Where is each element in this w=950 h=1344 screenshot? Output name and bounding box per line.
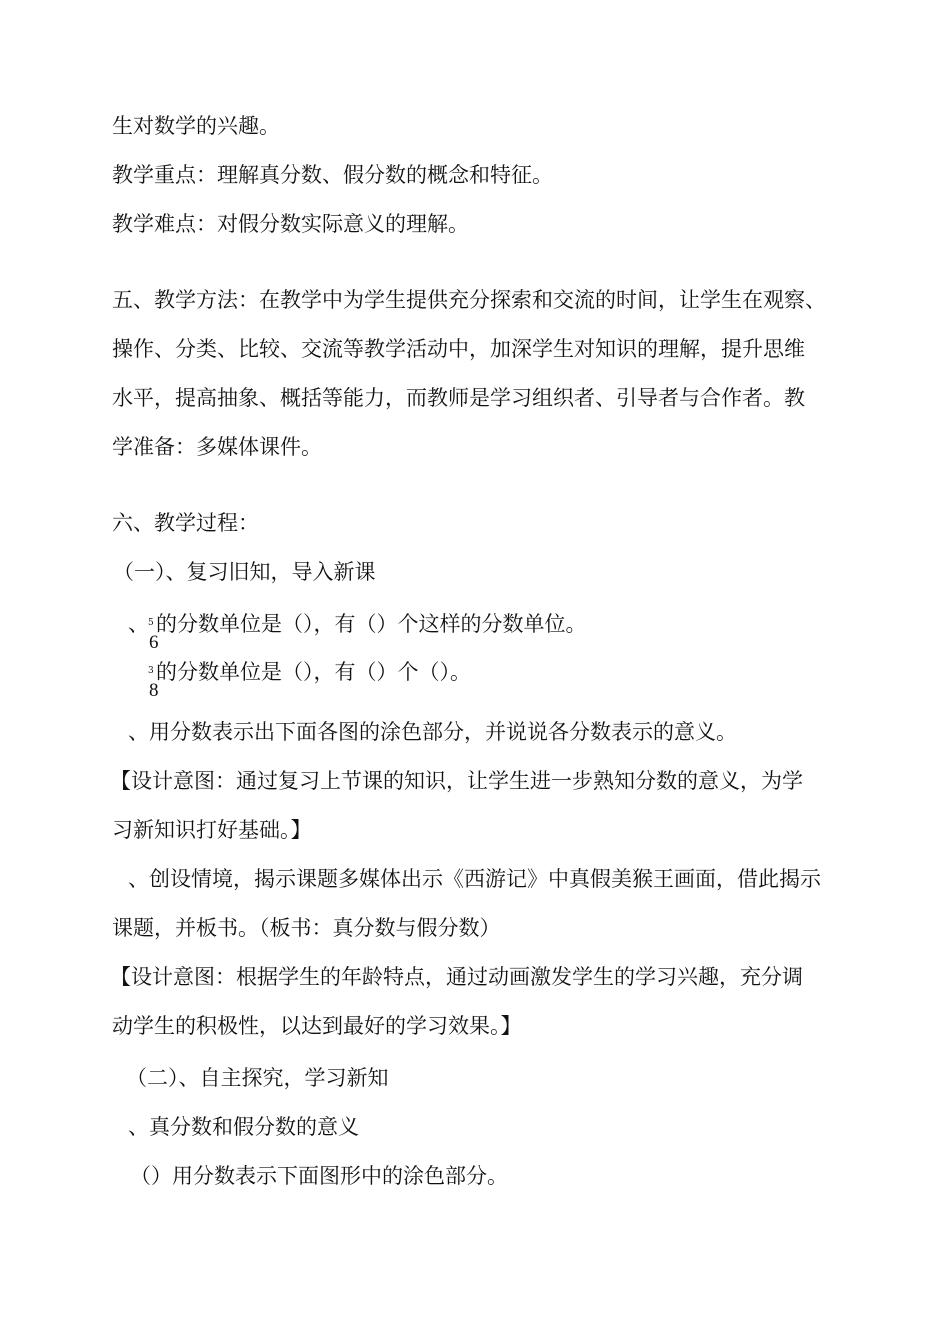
paragraph-difficulty: 教学难点：对假分数实际意义的理解。 — [112, 212, 469, 236]
paragraph-method-line-1: 五、教学方法：在教学中为学生提供充分探索和交流的时间，让学生在观察、 — [112, 288, 826, 312]
section-heading-process: 六、教学过程： — [112, 511, 259, 535]
question-shaded-figure: （）用分数表示下面图形中的涂色部分。 — [130, 1164, 508, 1188]
design-intent-2-line-2: 动学生的积极性，以达到最好的学习效果。】 — [112, 1014, 522, 1038]
fraction-numerator: 5 — [148, 618, 154, 628]
paragraph-method-line-4: 学准备：多媒体课件。 — [112, 435, 322, 459]
item-heading-meaning: 、真分数和假分数的意义 — [128, 1115, 359, 1139]
fraction-denominator: 6 — [149, 632, 159, 653]
paragraph-method-line-2: 操作、分类、比较、交流等教学活动中，加深学生对知识的理解，提升思维 — [112, 337, 805, 361]
paragraph-method-line-3: 水平，提高抽象、概括等能力，而教师是学习组织者、引导者与合作者。教 — [112, 386, 805, 410]
paragraph-key-point: 教学重点：理解真分数、假分数的概念和特征。 — [112, 163, 553, 187]
subsection-heading-explore: （二）、自主探究，学习新知 — [126, 1066, 389, 1090]
question-fraction-unit-2: 的分数单位是（），有（）个（）。 — [156, 660, 471, 684]
design-intent-2-line-1: 【设计意图：根据学生的年龄特点，通过动画激发学生的学习兴趣，充分调 — [110, 965, 803, 989]
question-shaded-parts: 、用分数表示出下面各图的涂色部分，并说说各分数表示的意义。 — [128, 720, 737, 744]
subsection-heading-review: （一）、复习旧知，导入新课 — [113, 560, 376, 584]
design-intent-1-line-1: 【设计意图：通过复习上节课的知识，让学生进一步熟知分数的意义，为学 — [110, 769, 803, 793]
list-marker: 、 — [128, 612, 149, 636]
paragraph-interest: 生对数学的兴趣。 — [112, 114, 280, 138]
design-intent-1-line-2: 习新知识打好基础。】 — [112, 818, 312, 842]
paragraph-scenario-line-1: 、创设情境，揭示课题多媒体出示《西游记》中真假美猴王画面，借此揭示 — [128, 867, 821, 891]
question-fraction-unit-1: 的分数单位是（），有（）个这样的分数单位。 — [156, 612, 587, 636]
fraction-denominator: 8 — [149, 680, 159, 701]
fraction-numerator: 3 — [148, 666, 154, 676]
paragraph-scenario-line-2: 课题，并板书。（板书：真分数与假分数） — [112, 916, 501, 940]
